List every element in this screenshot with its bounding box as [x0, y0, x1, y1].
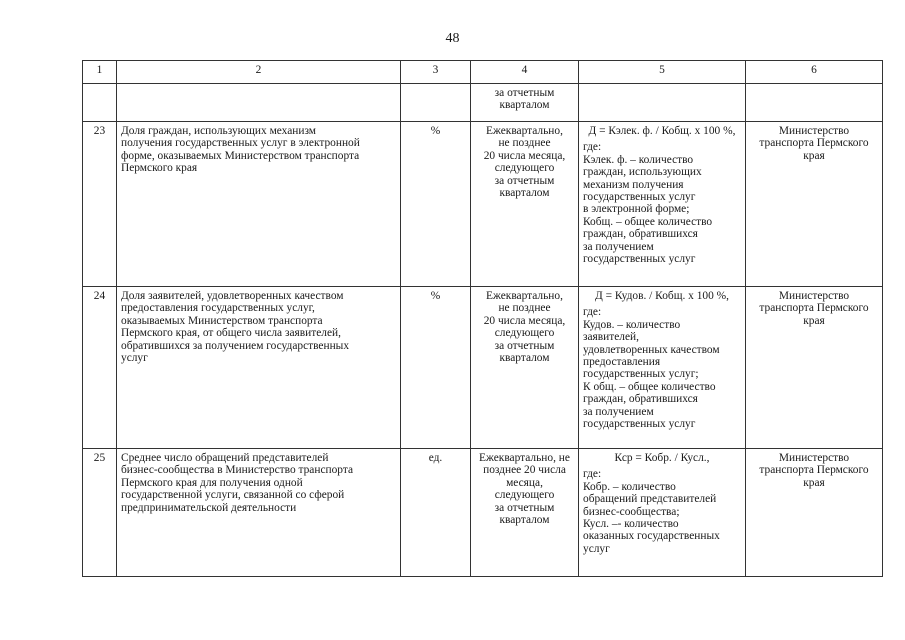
indicator-name: Среднее число обращений представителей бизнес-сообщества в Министерство транспорта Пермского края для получения одной государственной услуги, связанной со сферой предпринимательской деятельности: [121, 452, 354, 514]
table-row: [83, 287, 883, 449]
formula-legend: где: Кудов. – количество заявителей, удовлетворенных качеством предоставления государственных услуг; К общ. – общее количество граждан, обратившихся за получением государственных услуг: [583, 306, 720, 431]
frequency: Ежеквартально, не позднее 20 числа месяца, следующего за отчетным кварталом: [479, 452, 570, 527]
frequency: Ежеквартально, не позднее 20 числа месяца, следующего за отчетным кварталом: [483, 290, 566, 365]
row-number: 24: [83, 287, 117, 449]
formula-legend: где: Кэлек. ф. – количество граждан, использующих механизм получения государственных услуг в электронной форме; Кобщ. – общее количество граждан, обратившихся за получением государственных услуг: [583, 141, 713, 266]
formula: Д = Кудов. / Кобщ. х 100 %,: [595, 290, 729, 302]
column-header-1: 1: [83, 61, 117, 84]
indicator-name: Доля заявителей, удовлетворенных качеством предоставления государственных услуг, оказываемых Министерством транспорта Пермского края, от общего числа заявителей, обратившихся за получением государственных услуг: [121, 290, 350, 365]
row-number: 23: [83, 122, 117, 287]
responsible: Министерство транспорта Пермского края: [759, 125, 869, 162]
unit: %: [401, 287, 471, 449]
table-row: [83, 122, 883, 287]
unit: ед.: [401, 449, 471, 577]
column-header-3: 3: [401, 61, 471, 84]
page-number: 48: [445, 31, 460, 46]
column-header-5: 5: [579, 61, 746, 84]
formula: Кср = Кобр. / Кусл.,: [614, 452, 710, 464]
unit: %: [401, 122, 471, 287]
column-number-row: [83, 61, 883, 84]
column-header-6: 6: [746, 61, 883, 84]
continuation-frequency: за отчетным кварталом: [494, 87, 555, 112]
continuation-row: [83, 84, 883, 122]
frequency: Ежеквартально, не позднее 20 числа месяца, следующего за отчетным кварталом: [483, 125, 566, 200]
formula: Д = Кэлек. ф. / Кобщ. х 100 %,: [588, 125, 736, 137]
responsible: Министерство транспорта Пермского края: [759, 452, 869, 489]
responsible: Министерство транспорта Пермского края: [759, 290, 869, 327]
table-row: [83, 449, 883, 577]
column-header-4: 4: [471, 61, 579, 84]
formula-legend: где: Кобр. – количество обращений представителей бизнес-сообщества; Кусл. –- количество оказанных государственных услуг: [583, 468, 720, 555]
row-number: 25: [83, 449, 117, 577]
indicator-name: Доля граждан, использующих механизм получения государственных услуг в электронной форме, оказываемых Министерством транспорта Пермского края: [121, 125, 360, 175]
column-header-2: 2: [117, 61, 401, 84]
indicators-table: [82, 60, 883, 577]
